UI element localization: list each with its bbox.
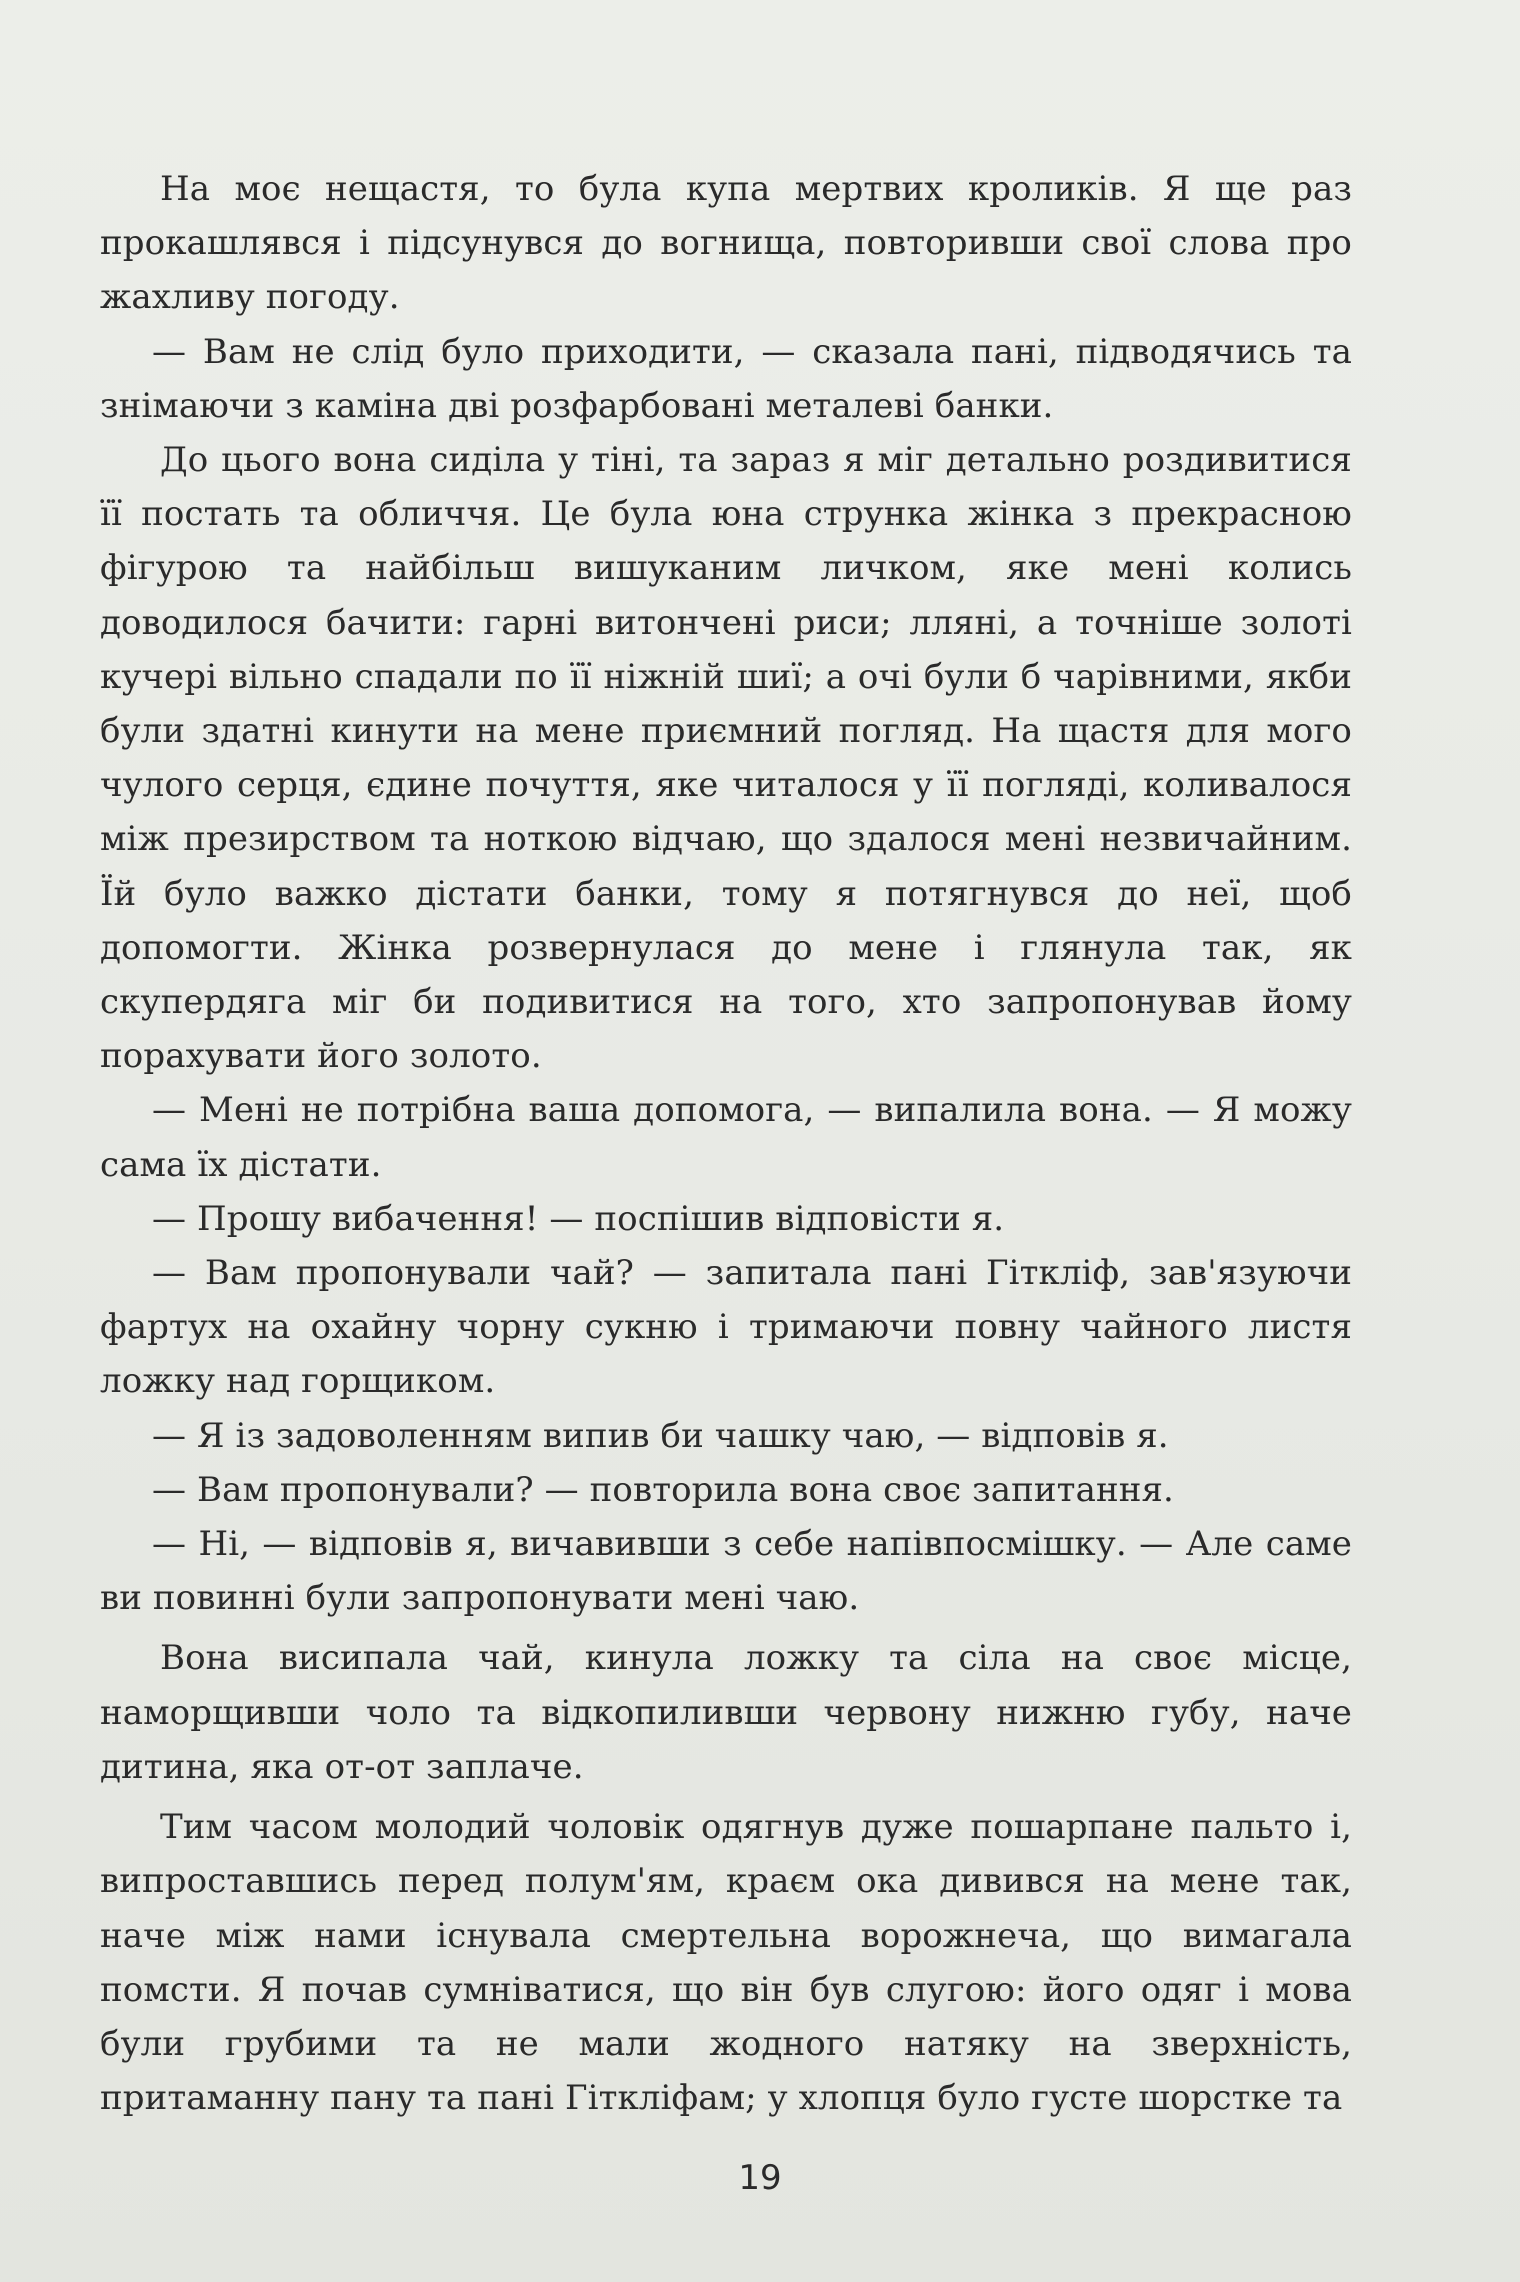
body-text xyxy=(100,162,1352,2125)
page-number: 19 xyxy=(738,2158,782,2198)
paragraph-10: Вона висипала чай, кинула ложку та сіла на своє місце, наморщивши чоло та відкопиливши червону нижню губу, наче дитина, яка от-от заплаче. xyxy=(100,1638,1352,1787)
paragraph-3: До цього вона сиділа у тіні, та зараз я міг детально роздивитися її постать та обличчя. Це була юна струнка жінка з прекрасною фігурою та найбільш вишуканим личком, яке мені колись доводилося бачити: гарні витончені риси; лляні, а точніше золоті кучері вільно спадали по її ніжній шиї; а очі були б чарівними, якби були здатні кинути на мене приємний погляд. На щастя для мого чулого серця, єдине почуття, яке читалося у її погляді, коливалося між презирством та ноткою відчаю, що здалося мені незвичайним. Їй було важко дістати банки, тому я потягнувся до неї, щоб допомогти. Жінка розвернулася до мене і глянула так, як скупердяга міг би подивитися на того, хто запропонував йому порахувати його золото. xyxy=(100,440,1352,1077)
paragraph-9: — Ні, — відповів я, вичавивши з себе напівпосмішку. — Але саме ви повинні були запропонувати мені чаю. xyxy=(100,1524,1352,1619)
paragraph-2: — Вам не слід було приходити, — сказала пані, підводячись та знімаючи з каміна дві розфарбовані металеві банки. xyxy=(100,331,1352,426)
paragraph-4: — Мені не потрібна ваша допомога, — випалила вона. — Я можу сама їх дістати. xyxy=(100,1090,1352,1185)
paragraph-1: На моє нещастя, то була купа мертвих кроликів. Я ще раз прокашлявся і підсунувся до вогнища, повторивши свої слова про жахливу погоду. xyxy=(100,169,1352,318)
paragraph-7: — Я із задоволенням випив би чашку чаю, — відповів я. xyxy=(152,1415,1169,1456)
paragraph-5: — Прошу вибачення! — поспішив відповісти я. xyxy=(152,1198,1005,1239)
paragraph-6: — Вам пропонували чай? — запитала пані Гіткліф, зав'язуючи фартух на охайну чорну сукню і тримаючи повну чайного листя ложку над горщиком. xyxy=(100,1253,1352,1402)
paragraph-8: — Вам пропонували? — повторила вона своє запитання. xyxy=(152,1469,1174,1510)
paragraph-11: Тим часом молодий чоловік одягнув дуже пошарпане пальто і, випроставшись перед полум'ям, краєм ока дивився на мене так, наче між нами існувала смертельна ворожнеча, що вимагала помсти. Я почав сумніватися, що він був слугою: його одяг і мова були грубими та не мали жодного натяку на зверхність, притаманну пану та пані Гіткліфам; у хлопця було густе шорстке та xyxy=(100,1807,1352,2119)
